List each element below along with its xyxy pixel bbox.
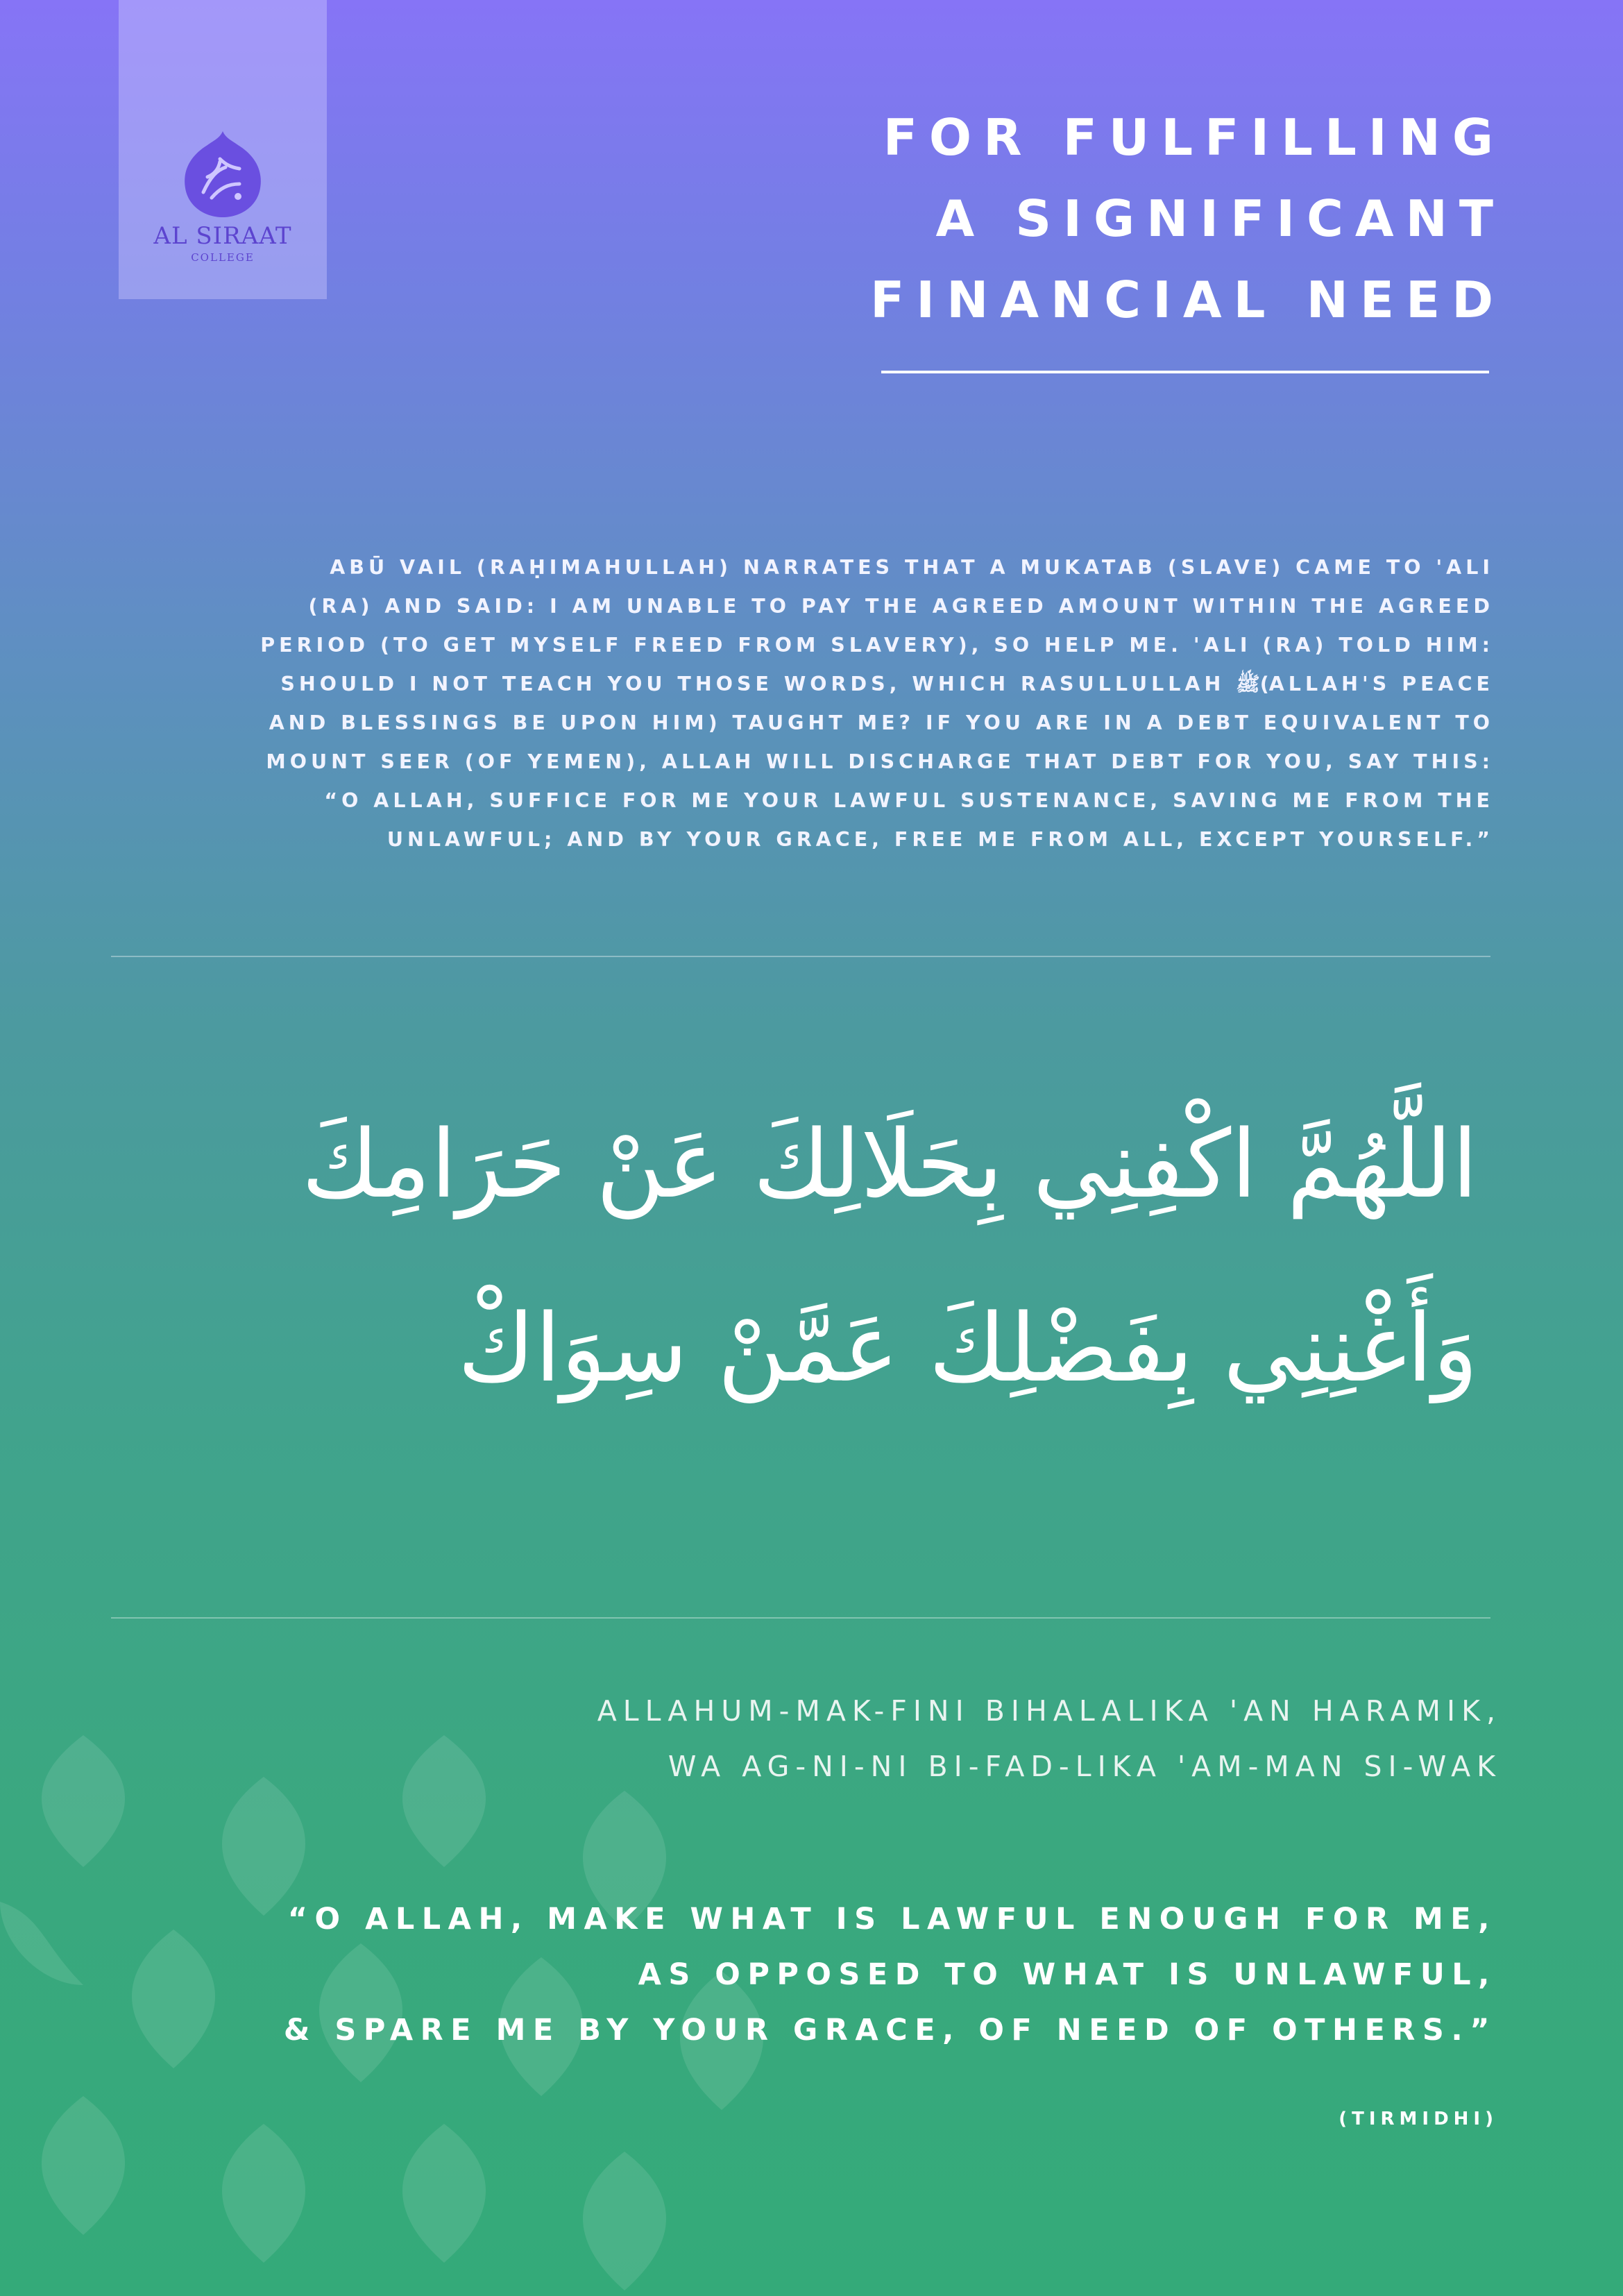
arabic-line: وَأَغْنِنِي بِفَضْلِكَ عَمَّنْ سِوَاكْ [457, 1294, 1478, 1403]
narration-line: UNLAWFUL; AND BY YOUR GRACE, FREE ME FROM ALL, EXCEPT YOURSELF.” [386, 828, 1494, 851]
narration-line: PERIOD (TO GET MYSELF FREED FROM SLAVERY), SO HELP ME. 'ALI (RA) TOLD HIM: [260, 634, 1494, 657]
narration-line: MOUNT SEER (OF YEMEN), ALLAH WILL DISCHARGE THAT DEBT FOR YOU, SAY THIS: [266, 750, 1494, 773]
translation-line: & SPARE ME BY YOUR GRACE, OF NEED OF OTHERS.” [283, 2013, 1497, 2048]
source-reference: (TIRMIDHI) [1339, 2109, 1498, 2129]
section-divider [111, 956, 1490, 957]
translation [284, 1891, 1497, 2058]
translation-line: AS OPPOSED TO WHAT IS UNLAWFUL, [638, 1957, 1497, 1992]
title-line: FOR FULFILLING [883, 108, 1505, 167]
translation-line: “O ALLAH, MAKE WHAT IS LAWFUL ENOUGH FOR ME, [287, 1902, 1497, 1936]
al-siraat-logo-icon [180, 128, 266, 219]
logo-subtitle: COLLEGE [191, 251, 255, 264]
arabic-line: اللَّهُمَّ اكْفِنِي بِحَلَالِكَ عَنْ حَرَامِكَ [301, 1110, 1478, 1219]
narration-line: SHOULD I NOT TEACH YOU THOSE WORDS, WHICH RASULLULLAH ﷺ(ALLAH'S PEACE [280, 673, 1494, 695]
transliteration [597, 1683, 1502, 1794]
transliteration-line: ALLAHUM-MAK-FINI BIHALALIKA 'AN HARAMIK, [597, 1694, 1502, 1728]
title-line: A SIGNIFICANT [935, 189, 1505, 248]
narration-line: (RA) AND SAID: I AM UNABLE TO PAY THE AGREED AMOUNT WITHIN THE AGREED [308, 595, 1494, 618]
narration-line: AND BLESSINGS BE UPON HIM) TAUGHT ME? IF YOU ARE IN A DEBT EQUIVALENT TO [269, 711, 1494, 734]
title-line: FINANCIAL NEED [870, 271, 1505, 329]
title-underline [881, 371, 1489, 373]
narration-line: ABŪ VAIL (RAḤIMAHULLAH) NARRATES THAT A MUKATAB (SLAVE) CAME TO 'ALI [330, 556, 1494, 579]
logo-name: AL SIRAAT [153, 222, 292, 250]
narration-line: “O ALLAH, SUFFICE FOR ME YOUR LAWFUL SUSTENANCE, SAVING ME FROM THE [324, 789, 1494, 812]
transliteration-line: WA AG-NI-NI BI-FAD-LIKA 'AM-MAN SI-WAK [668, 1750, 1502, 1783]
narration-text [177, 548, 1494, 859]
arabic-dua [208, 1072, 1478, 1440]
section-divider [111, 1617, 1490, 1619]
page-title [870, 97, 1505, 341]
logo-panel [119, 0, 327, 299]
